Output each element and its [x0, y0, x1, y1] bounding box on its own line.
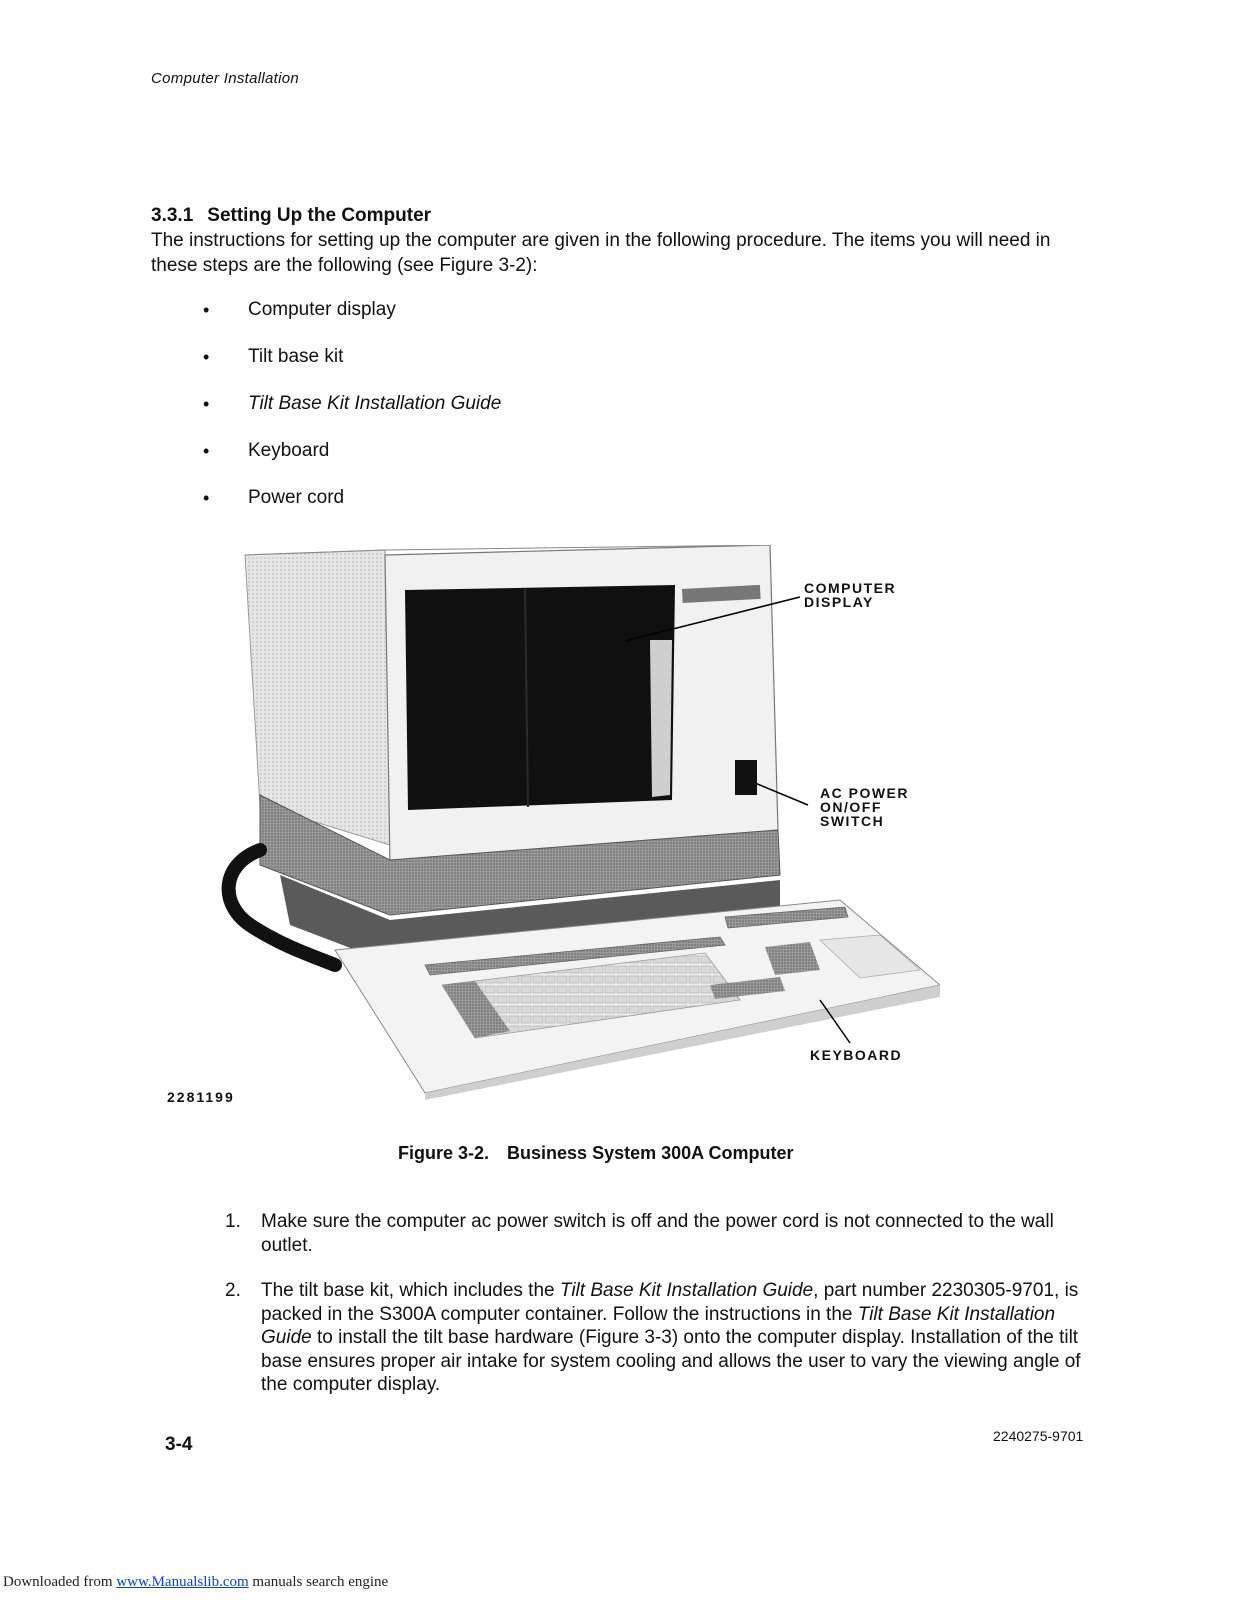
download-banner: Downloaded from www.Manualslib.com manuals search engine	[3, 1574, 389, 1590]
bullet-icon: •	[203, 441, 210, 461]
figure-id: 2281199	[167, 1089, 235, 1105]
caption-number: Figure 3-2.	[398, 1143, 490, 1163]
page-number: 3-4	[165, 1434, 193, 1455]
bullet-icon: •	[203, 394, 210, 414]
list-item: • Keyboard	[203, 440, 330, 461]
callout-keyboard: KEYBOARD	[810, 1047, 903, 1063]
step-text: Make sure the computer ac power switch is off and the power cord is not connected to the wall outlet.	[261, 1211, 1054, 1256]
callout-power-switch: AC POWER ON/OFF SWITCH	[820, 785, 909, 829]
guide-title: Tilt Base Kit Installation Guide	[559, 1280, 814, 1301]
bullet-icon: •	[203, 300, 210, 320]
guide-title: Tilt Base Kit Installation Guide	[261, 1303, 1056, 1348]
step-item	[225, 1210, 1095, 1257]
list-item: • Tilt Base Kit Installation Guide	[203, 393, 502, 414]
list-item: • Tilt base kit	[203, 346, 344, 367]
caption-title: Business System 300A Computer	[507, 1143, 794, 1163]
bullet-icon: •	[203, 347, 210, 367]
list-item: • Computer display	[203, 299, 396, 320]
figure-caption	[398, 1143, 793, 1164]
list-item: • Power cord	[203, 487, 345, 508]
procedure-steps	[225, 1210, 1095, 1419]
section-number: 3.3.1	[151, 205, 194, 226]
step-text: The tilt base kit, which includes the Tilt Base Kit Installation Guide, part number 2230305-9701, is packed in the S300A computer container. Follow the instructions in the Tilt Base Kit Installation Guide to install the tilt base hardware (Figure 3-3) onto the computer display. Installation of the tilt base ensures proper air intake for system cooling and allows the user to vary the viewing angle of the computer display.	[261, 1280, 1081, 1395]
section-heading	[151, 205, 431, 227]
manualslib-link[interactable]: www.Manualslib.com	[116, 1574, 249, 1590]
callout-computer-display: COMPUTER DISPLAY	[804, 580, 897, 610]
computer-figure	[220, 545, 940, 1100]
running-head: Computer Installation	[151, 70, 300, 87]
required-items-list	[198, 298, 501, 533]
intro-paragraph: The instructions for setting up the computer are given in the following procedure. The items you will need in these steps are the following (see Figure 3-2):	[151, 230, 1051, 276]
step-number: 2.	[225, 1280, 241, 1301]
document-number: 2240275-9701	[993, 1428, 1084, 1444]
step-item	[225, 1279, 1095, 1397]
section-title: Setting Up the Computer	[207, 205, 432, 226]
bullet-icon: •	[203, 488, 210, 508]
step-number: 1.	[225, 1211, 241, 1232]
